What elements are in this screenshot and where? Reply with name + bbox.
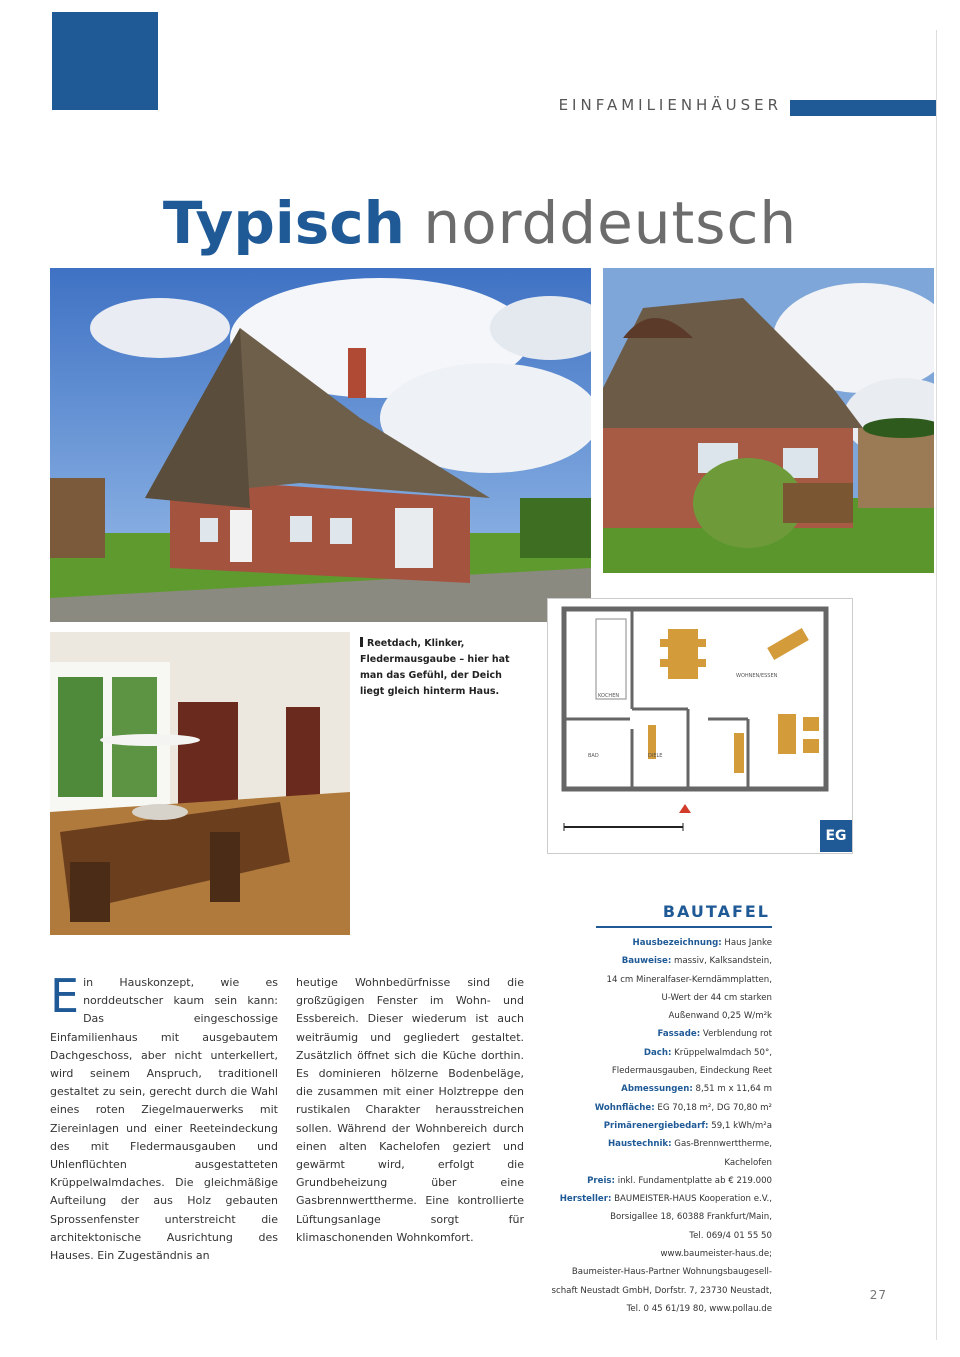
bautafel-row (548, 1172, 772, 1190)
bautafel-row (548, 1080, 772, 1098)
bautafel-value: Außenwand 0,25 W/m²k (668, 1011, 772, 1022)
bautafel-value: Verblendung rot (702, 1029, 772, 1040)
bautafel-row (548, 1099, 772, 1117)
bautafel-value: massiv, Kalksandstein, (674, 956, 772, 967)
page-number: 27 (869, 1288, 887, 1302)
bautafel-value: Fledermausgauben, Eindeckung Reet (611, 1066, 772, 1077)
section-accent-bar (790, 100, 936, 116)
bautafel-value: Tel. 069/4 01 55 50 (689, 1230, 772, 1241)
section-label: EINFAMILIENHÄUSER (558, 96, 782, 114)
bautafel-key: Wohnfläche: (594, 1102, 655, 1113)
article-column-2 (296, 974, 524, 1247)
bautafel-key: Abmessungen: (621, 1084, 693, 1095)
dropcap: E (50, 969, 80, 1023)
bautafel-value: U-Wert der 44 cm starken (661, 992, 772, 1003)
photo-house-front (50, 268, 591, 622)
bautafel-row (548, 1062, 772, 1080)
bautafel-row (548, 1282, 772, 1300)
bautafel-value: www.baumeister-haus.de; (660, 1249, 772, 1260)
bautafel-row (548, 952, 772, 970)
bautafel-value: Krüppelwalmdach 50°, (674, 1047, 772, 1058)
bautafel-list (548, 934, 772, 1318)
bautafel-row (548, 1007, 772, 1025)
bautafel-value: BAUMEISTER-HAUS Kooperation e.V., (614, 1194, 772, 1205)
bautafel-value: 8,51 m x 11,64 m (695, 1084, 772, 1095)
room-label-bad: BAD (588, 753, 599, 759)
bautafel-row (548, 1025, 772, 1043)
bautafel-key: Hersteller: (559, 1194, 612, 1205)
bautafel-title: BAUTAFEL (662, 902, 770, 921)
bautafel-value: EG 70,18 m², DG 70,80 m² (657, 1102, 772, 1113)
bautafel-row (548, 989, 772, 1007)
floor-badge: EG (820, 820, 852, 852)
bautafel-row (548, 1135, 772, 1153)
bautafel-key: Preis: (587, 1175, 615, 1186)
bautafel-key: Dach: (643, 1047, 672, 1058)
bautafel-row (548, 1044, 772, 1062)
title-word-light: norddeutsch (423, 189, 798, 257)
caption-text: Reetdach, Klinker, Fledermausgaube – hier hat man das Gefühl, der Deich liegt gleich hinterm Haus. (360, 638, 510, 697)
floorplan (547, 598, 853, 854)
article-text-2: heutige Wohnbedürfnisse sind die großzügigen Fenster im Wohn- und Essbereich. Dieser wiederum ist auch weiträumig und gegliedert gestaltet. Zusätzlich öffnet sich die Küche dorthin. Es dominieren hölzerne Bodenbeläge, die zusammen mit einer Holztreppe den rustikalen Charakter herausstreichen sollen. Während der Wohnbereich durch einen alten Kachelofen geziert und gewärmt wird, erfolgt die Grundbeheizung über eine Gasbrennwerttherme. Eine kontrollierte Lüftungsanlage sorgt für klimaschonenden Wohnkomfort. (296, 976, 524, 1244)
bautafel-value: schaft Neustadt GmbH, Dorfstr. 7, 23730 Neustadt, (551, 1285, 772, 1296)
bautafel-row (548, 1208, 772, 1226)
bautafel-value: Borsigallee 18, 60388 Frankfurt/Main, (610, 1212, 772, 1223)
bautafel-rule (596, 926, 772, 928)
bautafel-key: Haustechnik: (607, 1139, 672, 1150)
bautafel-row (548, 1263, 772, 1281)
bautafel-row (548, 1190, 772, 1208)
bautafel-value: 59,1 kWh/m²a (711, 1120, 772, 1131)
bautafel-value: Gas-Brennwerttherme, (674, 1139, 772, 1150)
bautafel-row (548, 1300, 772, 1318)
page-title (0, 186, 960, 260)
bautafel-row (548, 1227, 772, 1245)
corner-accent-square (52, 12, 158, 110)
bautafel-value: Kachelofen (724, 1157, 772, 1168)
bautafel-row (548, 971, 772, 989)
bautafel-key: Primärenergiebedarf: (603, 1120, 709, 1131)
room-label-kochen: KOCHEN (598, 693, 620, 699)
caption-marker (360, 637, 363, 647)
bautafel-key: Hausbezeichnung: (632, 938, 722, 948)
bautafel-value: inkl. Fundamentplatte ab € 219.000 (617, 1175, 772, 1186)
bautafel-row (548, 1117, 772, 1135)
bautafel-key: Bauweise: (621, 956, 672, 967)
bautafel-value: Tel. 0 45 61/19 80, www.pollau.de (626, 1303, 772, 1314)
photo-house-garden (603, 268, 934, 573)
bautafel-value: Haus Janke (724, 938, 772, 948)
room-label-wohnen: WOHNEN/ESSEN (736, 673, 778, 679)
photo-caption (360, 636, 510, 700)
bautafel-value: 14 cm Mineralfaser-Kerndämmplatten, (606, 974, 772, 985)
bautafel-row (548, 1154, 772, 1172)
bautafel-key: Fassade: (657, 1029, 701, 1040)
bautafel-row (548, 934, 772, 952)
room-label-diele: DIELE (648, 753, 663, 759)
photo-interior (50, 632, 350, 935)
article-column-1 (50, 969, 278, 1265)
bautafel-row (548, 1245, 772, 1263)
article-text-1: in Hauskonzept, wie es norddeutscher kaum sein kann: Das eingeschossige Einfamilienhaus mit ausgebautem Dachgeschoss, aber nicht unterkellert, wird seinem Anspruch, traditionell gestaltet zu sein, gerecht durch die Wahl eines roten Ziegelmauerwerks mit Ziereinlagen und einer Reeteindeckung des mit Fledermausgauben und Uhlenflüchten ausgestatteten Krüppelwalmdaches. Die gleichmäßige Aufteilung der aus Holz gebauten Sprossenfenster unterstreicht die architektonische Ausrichtung des Hauses. Ein Zugeständnis an (50, 976, 278, 1263)
title-word-bold: Typisch (162, 189, 405, 257)
bautafel-value: Baumeister-Haus-Partner Wohnungsbaugesell- (571, 1267, 772, 1278)
